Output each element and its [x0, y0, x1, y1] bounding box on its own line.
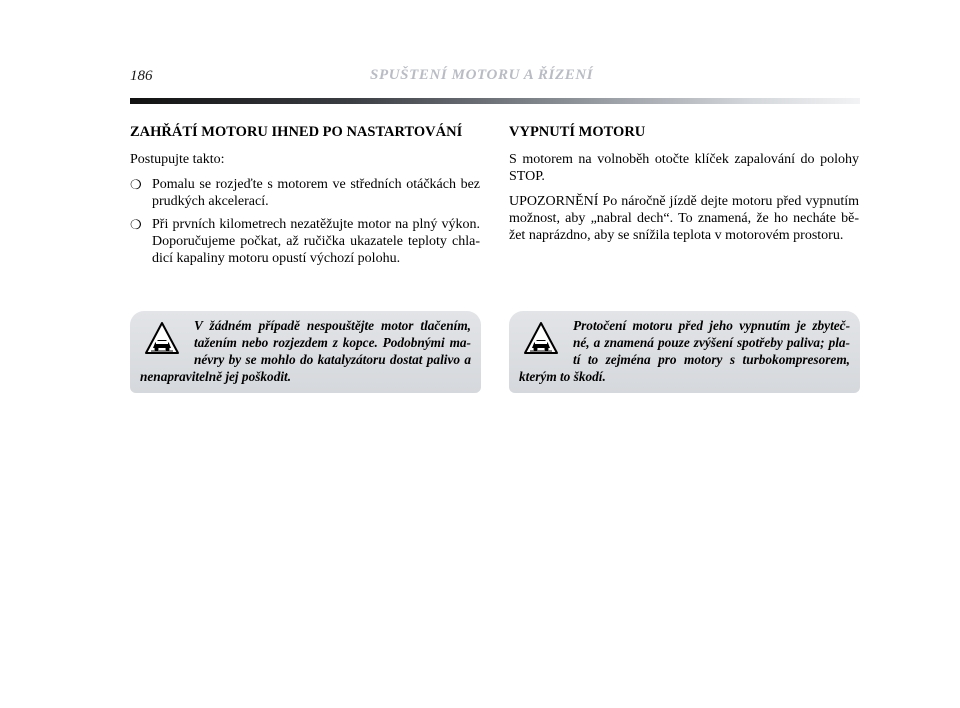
- list-item: [130, 216, 480, 267]
- warning-triangle-car-icon: [523, 321, 559, 355]
- list-item: [130, 176, 480, 210]
- paragraph: S motorem na volnoběh otočte klíček zapalování do polohy STOP.: [509, 152, 859, 184]
- warning-text: Protočení motoru před jeho vypnutím je zbyteč- né, a znamená pouze zvýšení spotřeby paliva; pla- tí to zejména pro motory s turbokompresorem, kterým to škodí.: [519, 318, 850, 384]
- warning-triangle-car-icon: [144, 321, 180, 355]
- left-column: [130, 124, 480, 273]
- instruction-list: [130, 176, 480, 267]
- list-item-text: Pomalu se rozjeďte s motorem ve středních otáčkách bez prudkých akcelerací.: [152, 177, 480, 209]
- warning-text: V žádném případě nespouštějte motor tlačením, tažením nebo rozjezdem z kopce. Podobnými ma- névry by se mohlo do katalyzátoru dostat palivo a nenapravitelně jej poškodit.: [140, 318, 471, 384]
- header-rule: [130, 98, 860, 104]
- intro-text: Postupujte takto:: [130, 152, 225, 167]
- header-title: SPUŠTENÍ MOTORU A ŘÍZENÍ: [370, 67, 594, 83]
- bullet-icon: ❍: [130, 217, 142, 232]
- warning-box-left: [130, 311, 481, 393]
- paragraph: UPOZORNĚNÍ Po náročně jízdě dejte motoru před vypnutím možnost, aby „nabral dech“. To znamená, že ho necháte bě- žet naprázdno, aby se snížila teplota v motorovém prostoru.: [509, 194, 859, 243]
- right-column: [509, 124, 859, 252]
- bullet-icon: ❍: [130, 177, 142, 192]
- warning-box-right: [509, 311, 860, 393]
- section-heading-warmup: ZAHŘÁTÍ MOTORU IHNED PO NASTARTOVÁNÍ: [130, 124, 463, 140]
- list-item-text: Při prvních kilometrech nezatěžujte motor na plný výkon. Doporučujeme počkat, až ručička ukazatele teploty chla- dicí kapaliny motoru opustí výchozí polohu.: [152, 217, 480, 266]
- section-heading-shutdown: VYPNUTÍ MOTORU: [509, 124, 646, 140]
- page-number: 186: [130, 68, 153, 84]
